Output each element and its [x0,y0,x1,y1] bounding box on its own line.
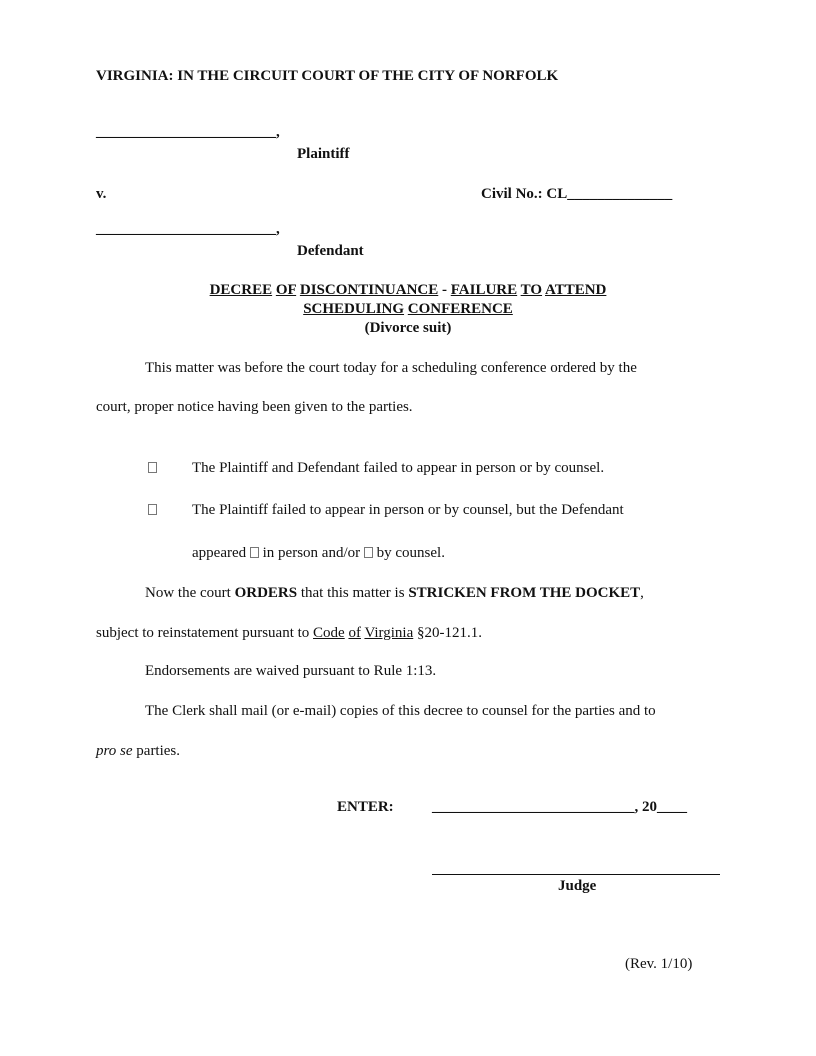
by-counsel-text: by counsel. [376,545,445,561]
option-2-text-line-2 [192,545,445,562]
plaintiff-name-blank: ________________________, [96,124,280,140]
court-header: VIRGINIA: IN THE CIRCUIT COURT OF THE CITY OF NORFOLK [96,68,559,84]
title-word: DISCONTINUANCE [299,282,439,298]
option-2-checkbox[interactable] [148,502,157,519]
orders-text: , [640,585,644,601]
reinstatement-line [96,625,482,642]
option-2-text-line-1: The Plaintiff failed to appear in person or by counsel, but the Defendant [192,502,624,518]
reinstatement-text: subject to reinstatement pursuant to [96,625,314,641]
in-person-text: in person and/or [262,545,361,561]
title-word: SCHEDULING [303,301,405,317]
checkbox-icon [364,547,373,558]
clerk-line-2 [96,743,180,760]
plaintiff-label: Plaintiff [297,146,350,162]
decree-subtitle: (Divorce suit) [364,320,452,336]
orders-text: that this matter is [297,585,409,601]
revision-label: (Rev. 1/10) [625,956,693,972]
orders-text: Now the court [145,585,235,601]
enter-date-blank: ___________________________, 20____ [432,799,687,815]
title-word: CONFERENCE [407,301,513,317]
judge-label: Judge [558,878,597,894]
civil-number-blank: ______________ [567,186,673,202]
title-word: OF [275,282,297,298]
paragraph-1-line-2: court, proper notice having been given to the parties. [96,399,413,415]
by-counsel-checkbox[interactable] [364,545,373,561]
section-citation: §20-121.1. [413,625,483,641]
appeared-text: appeared [192,545,247,561]
civil-number-label: Civil No.: CL [481,186,568,202]
decree-title-line1 [0,282,816,299]
clerk-text: parties. [132,743,181,759]
of-word: of [348,625,361,641]
pro-se-text: pro se [96,743,133,759]
decree-title-line2 [0,301,816,318]
virginia-word: Virginia [364,625,414,641]
orders-word: ORDERS [234,585,298,601]
orders-line-1 [145,585,644,602]
clerk-line-1: The Clerk shall mail (or e-mail) copies of this decree to counsel for the parties and to [145,703,656,719]
option-1-checkbox[interactable] [148,460,157,477]
defendant-label: Defendant [297,243,364,259]
versus-label: v. [96,186,107,202]
checkbox-icon [148,462,157,473]
civil-number [481,186,672,203]
paragraph-1-line-1: This matter was before the court today for a scheduling conference ordered by the [145,360,637,376]
checkbox-icon [250,547,259,558]
enter-label: ENTER: [337,799,394,815]
endorsements-line: Endorsements are waived pursuant to Rule 1:13. [145,663,437,679]
option-1-text: The Plaintiff and Defendant failed to appear in person or by counsel. [192,460,605,476]
title-dash: - [442,282,447,298]
title-word: TO [520,282,543,298]
defendant-name-blank: ________________________, [96,221,280,237]
title-word: ATTEND [544,282,607,298]
title-word: FAILURE [450,282,518,298]
checkbox-icon [148,504,157,515]
stricken-text: STRICKEN FROM THE DOCKET [408,585,641,601]
title-word: DECREE [209,282,273,298]
judge-signature-line [432,874,720,875]
code-word: Code [313,625,345,641]
in-person-checkbox[interactable] [250,545,259,561]
